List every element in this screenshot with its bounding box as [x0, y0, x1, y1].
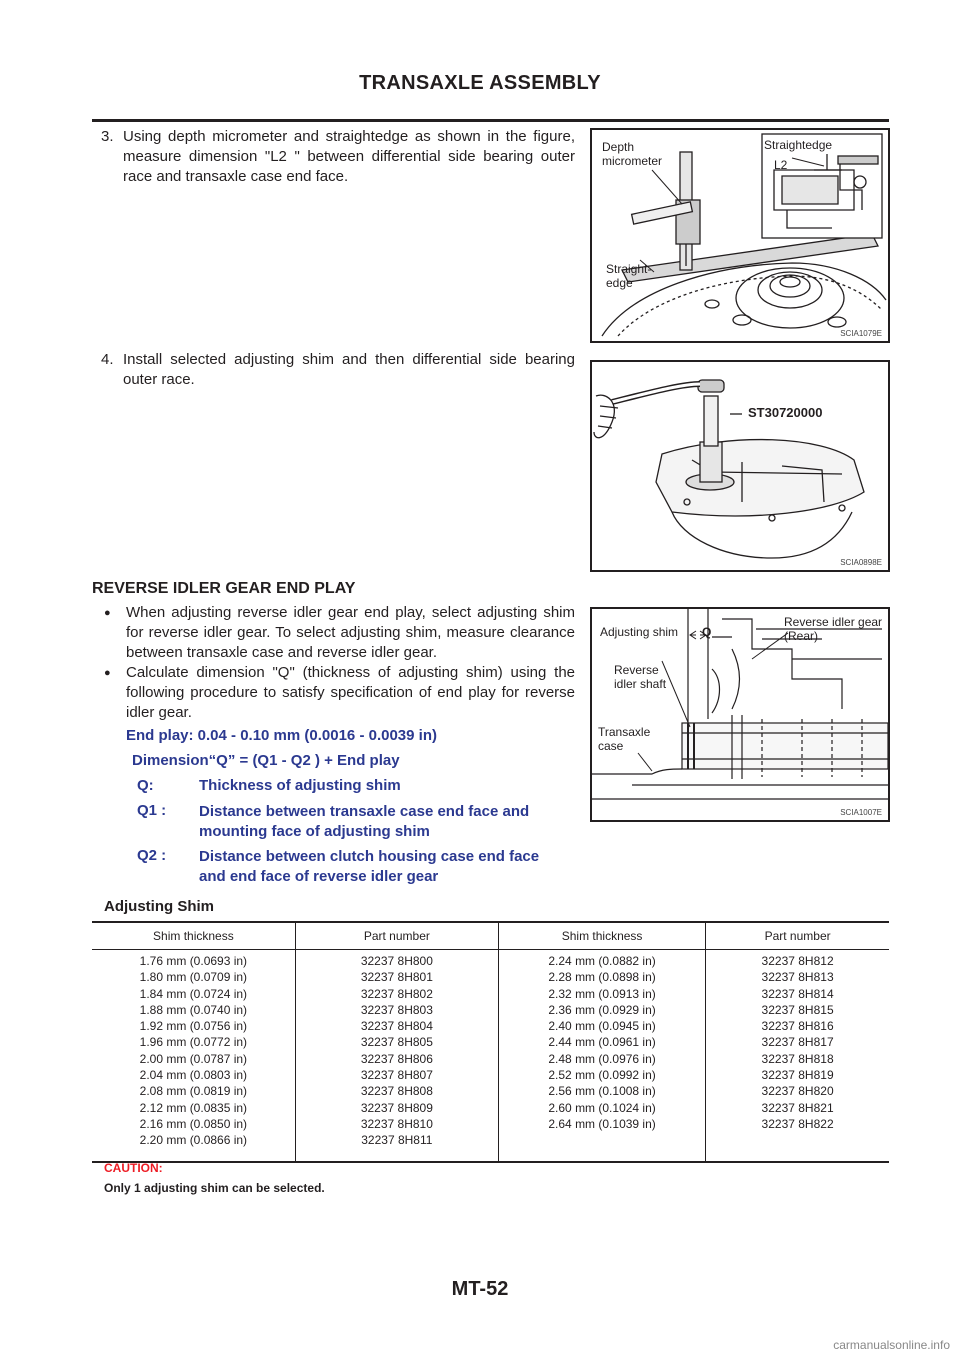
figure-code: SCIA1007E — [840, 808, 882, 817]
step-text: Install selected adjusting shim and then differential side bearing outer race. — [123, 351, 575, 388]
bullet-icon: ● — [104, 667, 111, 679]
header-shim-thickness: Shim thickness — [498, 922, 705, 950]
part-number-column — [295, 950, 498, 1163]
table-cell: 2.36 mm (0.0929 in) — [548, 1002, 656, 1017]
label-straightedge: Straightedge — [764, 138, 833, 152]
table-cell: 32237 8H811 — [361, 1133, 433, 1148]
bullet-text: When adjusting reverse idler gear end play, select adjusting shim for reverse idler gear. To select adjusting shim, measure clearance between transaxle case and reverse idler gear. — [126, 604, 575, 661]
label-tool-number: ST30720000 — [748, 405, 823, 420]
table-cell: 32237 8H822 — [761, 1116, 834, 1131]
table-cell: 2.44 mm (0.0961 in) — [548, 1035, 656, 1050]
label-transaxle-case: Transaxle case — [598, 725, 651, 753]
spec-definitions — [0, 777, 580, 887]
table-row — [92, 950, 889, 1163]
table-cell: 1.88 mm (0.0740 in) — [139, 1002, 248, 1017]
shim-thickness-column — [92, 950, 295, 1163]
label-reverse-idler-gear: Reverse idler gear (Rear) — [784, 615, 883, 643]
watermark: carmanualsonline.info — [833, 1338, 950, 1352]
table-cell: 2.08 mm (0.0819 in) — [139, 1084, 248, 1099]
bullet-2 — [104, 663, 575, 723]
figure-reverse-idler — [590, 607, 890, 822]
page-title: TRANSAXLE ASSEMBLY — [359, 72, 601, 94]
table-cell: 2.56 mm (0.1008 in) — [548, 1084, 656, 1099]
label-adjusting-shim: Adjusting shim — [600, 625, 679, 639]
table-cell: 32237 8H812 — [761, 954, 834, 968]
step-number: 4. — [101, 351, 114, 368]
figure-install-race — [590, 360, 890, 572]
label-reverse-idler-shaft: Reverse idler shaft — [614, 663, 667, 691]
end-play-spec: End play: 0.04 - 0.10 mm (0.0016 - 0.0039 in) — [126, 727, 437, 744]
table-cell: 32237 8H801 — [360, 970, 433, 985]
table-cell: 1.84 mm (0.0724 in) — [139, 986, 248, 1001]
part-number-column — [706, 950, 889, 1163]
header-shim-thickness: Shim thickness — [92, 922, 295, 950]
table-cell: 32237 8H803 — [360, 1002, 433, 1017]
def-value-q2: Distance between clutch housing case end face and end face of reverse idler gear — [199, 848, 540, 885]
table-cell: 32237 8H810 — [360, 1116, 433, 1131]
table-cell: 1.80 mm (0.0709 in) — [139, 970, 248, 985]
table-title: Adjusting Shim — [104, 898, 214, 915]
bearing-installer-illustration — [592, 362, 888, 570]
table-cell: 1.96 mm (0.0772 in) — [139, 1035, 248, 1050]
step-text: Using depth micrometer and straightedge as shown in the figure, measure dimension "L2 " between differential side bearing outer race and transaxle case end face. — [123, 128, 575, 185]
table-cell: 2.40 mm (0.0945 in) — [548, 1019, 656, 1034]
table-cell: 32237 8H805 — [360, 1035, 433, 1050]
table-cell: 2.32 mm (0.0913 in) — [548, 986, 656, 1001]
step-3 — [101, 127, 575, 187]
def-key-q1: Q1 : — [137, 802, 167, 819]
figure-code: SCIA1079E — [840, 329, 882, 338]
table-cell: 2.20 mm (0.0866 in) — [139, 1133, 248, 1148]
bullet-icon: ● — [104, 607, 111, 619]
table-cell: 32237 8H819 — [761, 1068, 834, 1083]
table-cell: 1.76 mm (0.0693 in) — [139, 954, 248, 968]
label-straight-edge: Straight-edge — [606, 262, 652, 290]
table-cell: 2.24 mm (0.0882 in) — [548, 954, 656, 968]
table-cell: 2.64 mm (0.1039 in) — [548, 1116, 656, 1131]
table-header-row — [92, 922, 889, 950]
table-cell: 32237 8H816 — [761, 1019, 834, 1034]
table-cell: 32237 8H821 — [761, 1100, 834, 1115]
shim-thickness-column — [498, 950, 705, 1163]
table-cell: 32237 8H809 — [360, 1100, 433, 1115]
header-part-number: Part number — [706, 922, 889, 950]
figure-depth-micrometer — [590, 128, 890, 343]
label-l2: L2 — [774, 158, 788, 172]
label-q: Q — [702, 625, 712, 639]
bullet-text: Calculate dimension "Q" (thickness of adjusting shim) using the following procedure to satisfy specification of end play for reverse idler gear. — [126, 664, 575, 721]
caution-label: CAUTION: — [104, 1161, 163, 1175]
header-divider — [92, 119, 889, 122]
table-cell: 2.12 mm (0.0835 in) — [139, 1100, 248, 1115]
step-4 — [101, 350, 575, 390]
table-cell: 32237 8H808 — [360, 1084, 433, 1099]
table-cell: 32237 8H800 — [360, 954, 433, 968]
bullet-1 — [104, 603, 575, 663]
table-cell: 32237 8H806 — [360, 1051, 433, 1066]
table-cell: 1.92 mm (0.0756 in) — [139, 1019, 248, 1034]
table-cell: 2.60 mm (0.1024 in) — [548, 1100, 656, 1115]
table-cell: 32237 8H820 — [761, 1084, 834, 1099]
caution-text: Only 1 adjusting shim can be selected. — [104, 1181, 325, 1195]
table-cell: 2.48 mm (0.0976 in) — [548, 1051, 656, 1066]
def-value-q: Thickness of adjusting shim — [199, 777, 401, 794]
table-cell: 2.52 mm (0.0992 in) — [548, 1068, 656, 1083]
figure-code: SCIA0898E — [840, 558, 882, 567]
table-cell: 32237 8H815 — [761, 1002, 834, 1017]
table-cell: 32237 8H817 — [761, 1035, 834, 1050]
dimension-formula: Dimension“Q” = (Q1 - Q2 ) + End play — [132, 752, 400, 769]
step-number: 3. — [101, 128, 114, 145]
header-part-number: Part number — [295, 922, 498, 950]
table-cell: 2.16 mm (0.0850 in) — [139, 1116, 248, 1131]
table-cell: 32237 8H804 — [360, 1019, 433, 1034]
table-cell: 32237 8H813 — [761, 970, 834, 985]
table-cell: 2.04 mm (0.0803 in) — [139, 1068, 248, 1083]
table-cell: 32237 8H814 — [761, 986, 834, 1001]
table-cell: 32237 8H802 — [360, 986, 433, 1001]
adjusting-shim-table — [92, 921, 889, 1163]
label-depth-micrometer: Depth micrometer — [602, 140, 663, 168]
def-value-q1: Distance between transaxle case end face and mounting face of adjusting shim — [199, 803, 530, 840]
table-cell: 2.28 mm (0.0898 in) — [548, 970, 656, 985]
table-cell: 2.00 mm (0.0787 in) — [139, 1051, 248, 1066]
section-title: REVERSE IDLER GEAR END PLAY — [92, 580, 356, 597]
def-key-q: Q: — [137, 777, 154, 794]
page-number: MT-52 — [451, 1278, 509, 1300]
table-cell: 32237 8H807 — [360, 1068, 433, 1083]
table-cell: 32237 8H818 — [761, 1051, 834, 1066]
def-key-q2: Q2 : — [137, 847, 167, 864]
